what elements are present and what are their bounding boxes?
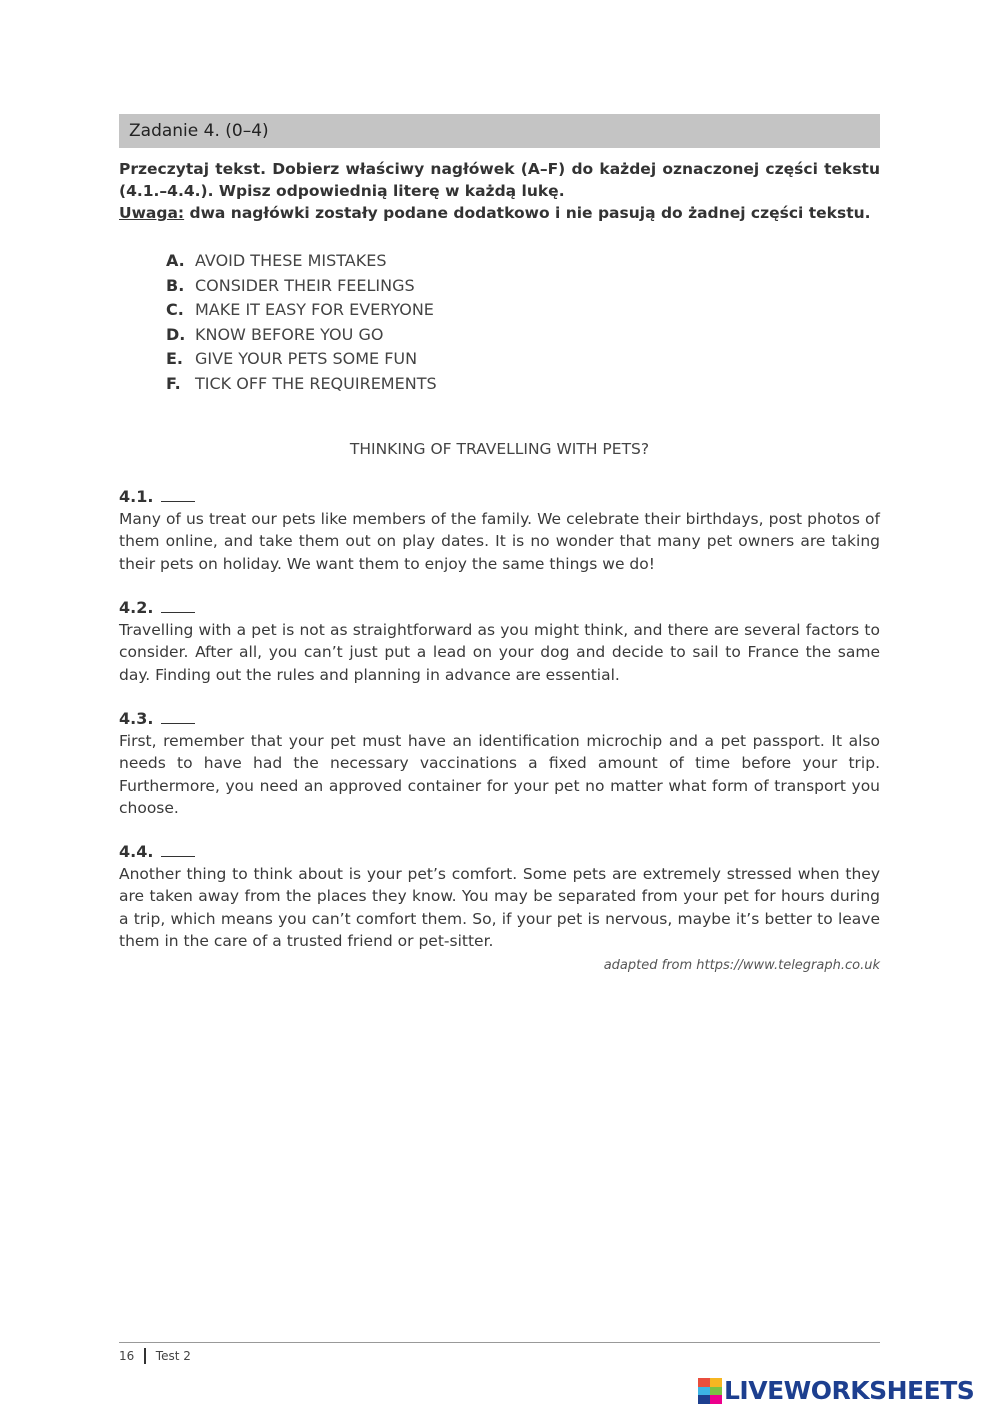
article-section-4-3: [119, 708, 880, 819]
source-citation: adapted from https://www.telegraph.co.uk: [603, 958, 880, 973]
task-instructions: [119, 158, 880, 224]
option-text: CONSIDER THEIR FEELINGS: [195, 275, 415, 295]
task-header: [119, 114, 880, 148]
option-text: KNOW BEFORE YOU GO: [195, 324, 384, 344]
option-f: [166, 372, 666, 397]
option-text: MAKE IT EASY FOR EVERYONE: [195, 300, 434, 319]
section-text: Many of us treat our pets like members of the family. We celebrate their birthdays, post photos of them online, and take them out on play dates. It is no wonder that many pet owners are taking their pets on holiday. We want them to enjoy the same things we do!: [119, 510, 880, 573]
option-letter: A.: [166, 251, 185, 270]
page-number: 16: [119, 1349, 135, 1363]
article-title: THINKING OF TRAVELLING WITH PETS?: [349, 440, 650, 458]
liveworksheets-logo-icon: [698, 1378, 722, 1404]
option-letter: E.: [166, 349, 184, 368]
option-a: [166, 249, 666, 274]
answer-blank-4-4[interactable]: [161, 842, 195, 857]
section-number-row: [119, 486, 880, 508]
section-number: 4.3.: [119, 709, 154, 728]
brand-name: LIVEWORKSHEETS: [724, 1376, 975, 1405]
answer-blank-4-1[interactable]: [161, 487, 195, 502]
option-letter: B.: [166, 275, 185, 295]
option-c: [166, 298, 666, 323]
option-letter: D.: [166, 324, 186, 344]
instruction-note: [119, 202, 880, 224]
option-letter: C.: [166, 300, 184, 319]
article-section-4-4: [119, 841, 880, 952]
section-number-row: [119, 597, 880, 619]
section-text: Travelling with a pet is not as straightforward as you might think, and there are several factors to consider. After all, you can’t just put a lead on your dog and decide to sail to France the same day. Finding out the rules and planning in advance are essential.: [119, 621, 880, 684]
note-label: Uwaga:: [119, 204, 185, 222]
option-text: TICK OFF THE REQUIREMENTS: [195, 373, 437, 393]
page-footer: [119, 1348, 191, 1364]
liveworksheets-brand: [698, 1376, 974, 1405]
article-section-4-2: [119, 597, 880, 686]
section-number: 4.2.: [119, 598, 154, 617]
instruction-text: Przeczytaj tekst. Dobierz właściwy nagłówek (A–F) do każdej oznaczonej części tekstu (4.1.–4.4.). Wpisz odpowiednią literę w każdą lukę.: [119, 160, 880, 200]
section-text: Another thing to think about is your pet’s comfort. Some pets are extremely stressed when they are taken away from the places they know. You may be separated from your pet for hours during a trip, which means you can’t comfort them. So, if your pet is nervous, maybe it’s better to leave them in the care of a trusted friend or pet-sitter.: [119, 865, 880, 950]
option-e: [166, 347, 666, 372]
section-number-row: [119, 708, 880, 730]
option-text: AVOID THESE MISTAKES: [195, 251, 387, 270]
answer-blank-4-2[interactable]: [161, 598, 195, 613]
footer-divider: [119, 1342, 880, 1343]
option-d: [166, 323, 666, 348]
option-letter: F.: [166, 373, 181, 393]
option-text: GIVE YOUR PETS SOME FUN: [195, 349, 418, 368]
note-text: dwa nagłówki zostały podane dodatkowo i nie pasują do żadnej części tekstu.: [184, 204, 871, 222]
section-text: First, remember that your pet must have an identification microchip and a pet passport. It also needs to have had the necessary vaccinations a fixed amount of time before your trip. Furthermore, you need an approved container for your pet no matter what form of transport you choose.: [119, 732, 880, 817]
task-title: Zadanie 4. (0–4): [129, 121, 269, 141]
answer-blank-4-3[interactable]: [161, 709, 195, 724]
test-label: Test 2: [155, 1349, 191, 1363]
footer-separator: [144, 1348, 146, 1364]
option-b: [166, 274, 666, 299]
section-number: 4.4.: [119, 842, 154, 861]
section-number: 4.1.: [119, 487, 154, 506]
article-section-4-1: [119, 486, 880, 575]
heading-options-list: [166, 249, 666, 396]
section-number-row: [119, 841, 880, 863]
